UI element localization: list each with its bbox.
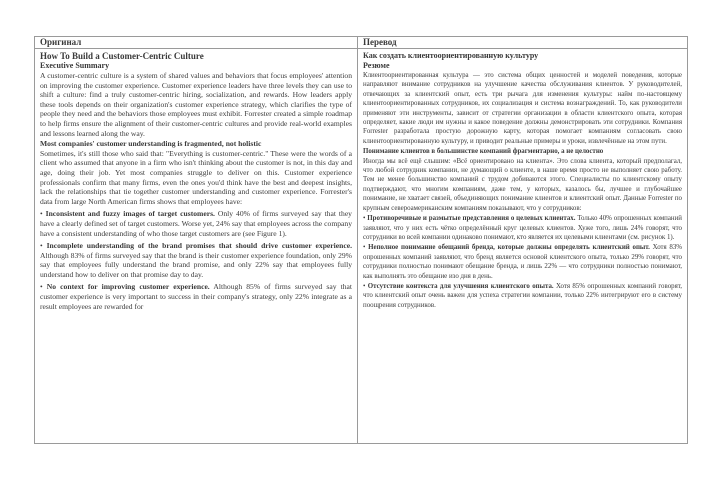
original-column: [35, 37, 358, 443]
bilingual-document-page: [34, 36, 688, 444]
original-bullet-item: • Inconsistent and fuzzy images of target customers. Only 40% of firms surveyed say that they have a clearly defined set of target customers. Worse yet, 24% say that employees across the company have a consistent understanding of who those target customers are (see Figure 1).: [40, 209, 352, 238]
bullet-text: Хотя 85% опрошенных компаний говорят, что клиентский опыт очень важен для успеха стратегии компании, только 22% интегрируют его в систему поощрения сотрудников.: [363, 282, 682, 309]
translation-bullet-item: • Противоречивые и размытые представления о целевых клиентах. Только 40% опрошенных компаний заявляют, что у них есть чётко определённый круг целевых клиентов. Хуже того, лишь 24% говорят, что сотрудники во всей компании одинаково понимают, кто является их целевыми клиентами (см. рисунок 1).: [363, 215, 682, 241]
original-bullet-item: • Incomplete understanding of the brand promises that should drive customer experience. Although 83% of firms surveyed say that the brand is their customer experience foundation, only 29% say that employees fully understand the brand promise, and only 22% say that employees fully understand how to deliver on that promise day to day.: [40, 241, 353, 279]
bullet-text: Хотя 83% опрошенных компаний заявляют, что бренд является основой клиентского опыта, только 29% говорят, что сотрудники полностью понимают обещание бренда, и лишь 22% — что сотрудники полностью понимают, как выполнять это обещание изо дня в день.: [363, 244, 683, 280]
original-bullet-item: • No context for improving customer experience. Although 85% of firms surveyed say that customer experience is very important to success in their company's strategy, only 22% integrate as a result employees are rewarded for: [40, 282, 353, 311]
translation-intro-paragraph: Клиентоориентированная культура — это система общих ценностей и моделей поведения, которые направляют внимание сотрудников на улучшение качества обслуживания клиентов. У руководителей, отвечающих за клиентский опыт, есть три рычага для изменения культуры: найм по-настоящему клиентоориентированных сотрудников, их социализация и система вознаграждений. То, как руководители применяют эти инструменты, зависит от стратегии организации в области клиентского опыта, которая определяет, какие люди им нужны и какое поведение должны демонстрировать эти сотрудники. Компания Forrester разработала простую дорожную карту, которая помогает компаниям согласовать свою клиентоориентированную культуру, и приводит реальные примеры и уроки, извлечённые на этом пути.: [363, 72, 682, 145]
translation-column-header: Перевод: [358, 37, 687, 49]
bullet-text: Только 40% опрошенных компаний заявляют, что у них есть чётко определённый круг целевых клиентов. Хуже того, лишь 24% говорят, что сотрудники во всей компании одинаково понимают, кто является их целевыми клиентами (см. рисунок 1).: [363, 215, 682, 241]
bullet-lead: Inconsistent and fuzzy images of target customers.: [45, 209, 215, 219]
translation-column: [358, 37, 687, 443]
original-title: How To Build a Customer-Centric Culture: [40, 51, 204, 61]
bullet-text: Although 83% of firms surveyed say that the brand is their customer experience foundation, only 29% say that employees fully understand the brand promise, and only 22% say that employees fully understand how to deliver on that promise day to day.: [40, 250, 352, 279]
translation-section-paragraph: Иногда мы всё ещё слышим: «Всё ориентировано на клиента». Это слова клиента, который предполагал, что любой сотрудник компании, не думающий о клиенте, в наше время просто не выполняет свою работу. Тем не менее большинство компаний с трудом добиваются этого. Специалисты по клиентскому опыту подтверждают, что многим компаниям, даже тем, у которых, казалось бы, лучшее и глубочайшее понимание, не хватает связей, объединяющих понимание клиентов и клиентский опыт. Данные Forrester по крупным североамериканским компаниям показывают, что у сотрудников:: [363, 157, 682, 212]
bullet-text: Although 85% of firms surveyed say that customer experience is very important to success in their company's strategy, only 22% integrate as a result employees are rewarded for: [40, 282, 353, 311]
translation-bullet-item: • Отсутствие контекста для улучшения клиентского опыта. Хотя 85% опрошенных компаний говорят, что клиентский опыт очень важен для успеха стратегии компании, только 22% интегрируют его в систему поощрения сотрудников.: [363, 282, 682, 309]
bullet-text: Only 40% of firms surveyed say that they have a clearly defined set of target customers. Worse yet, 24% say that employees across the company have a consistent understanding of who those target customers are (see Figure 1).: [40, 209, 352, 238]
translation-title: Как создать клиентоориентированную культуру: [363, 51, 539, 60]
bullet-lead: Неполное понимание обещаний бренда, которые должны определять клиентский опыт.: [368, 244, 650, 252]
bullet-lead: No context for improving customer experience.: [46, 282, 210, 292]
original-section-heading: Most companies' customer understanding is fragmented, not holistic: [40, 139, 262, 149]
original-subtitle: Executive Summary: [40, 61, 110, 70]
bullet-lead: Противоречивые и размытые представления о целевых клиентах.: [367, 215, 576, 223]
original-intro-paragraph: A customer-centric culture is a system of shared values and behaviors that focus employees' attention on improving the customer experience. Customer experience leaders have three levels they can use to shift a culture: find a truly customer-centric hiring, socialization, and rewards. How leaders apply these tools depends on their organization's customer experience strategy, which clarifies the type of people they need and the behaviors those employees must exhibit. Forrester created a simple roadmap to help firms ensure the alignment of their customer-centric cultures and provide real-world examples and lessons learned along the way.: [40, 71, 352, 138]
original-section-paragraph: Sometimes, it's still those who said that: "Everything is customer-centric." These were the words of a client who assumed that anyone in a firm who isn't thinking about the customer is not, in this day and age, doing their job. Yet most companies struggle to deliver on this. Customer experience professionals confirm that many firms, even the ones you'd think have the best and deepest insights, lack the relationships that tie together customer understanding and customer experience. Forrester's data from large North American firms shows that employees have:: [40, 148, 352, 206]
translation-bullet-item: • Неполное понимание обещаний бренда, которые должны определять клиентский опыт. Хотя 83% опрошенных компаний заявляют, что бренд является основой клиентского опыта, только 29% говорят, что сотрудники полностью понимают обещание бренда, и лишь 22% — что сотрудники полностью понимают, как выполнять это обещание изо дня в день.: [363, 244, 683, 280]
bullet-lead: Отсутствие контекста для улучшения клиентского опыта.: [367, 282, 554, 290]
original-column-header: Оригинал: [35, 37, 357, 49]
bullet-lead: Incomplete understanding of the brand promises that should drive customer experience.: [46, 241, 353, 251]
translation-subtitle: Резюме: [363, 61, 390, 70]
translation-section-heading: Понимание клиентов в большинстве компаний фрагментарно, а не целостно: [363, 148, 604, 156]
